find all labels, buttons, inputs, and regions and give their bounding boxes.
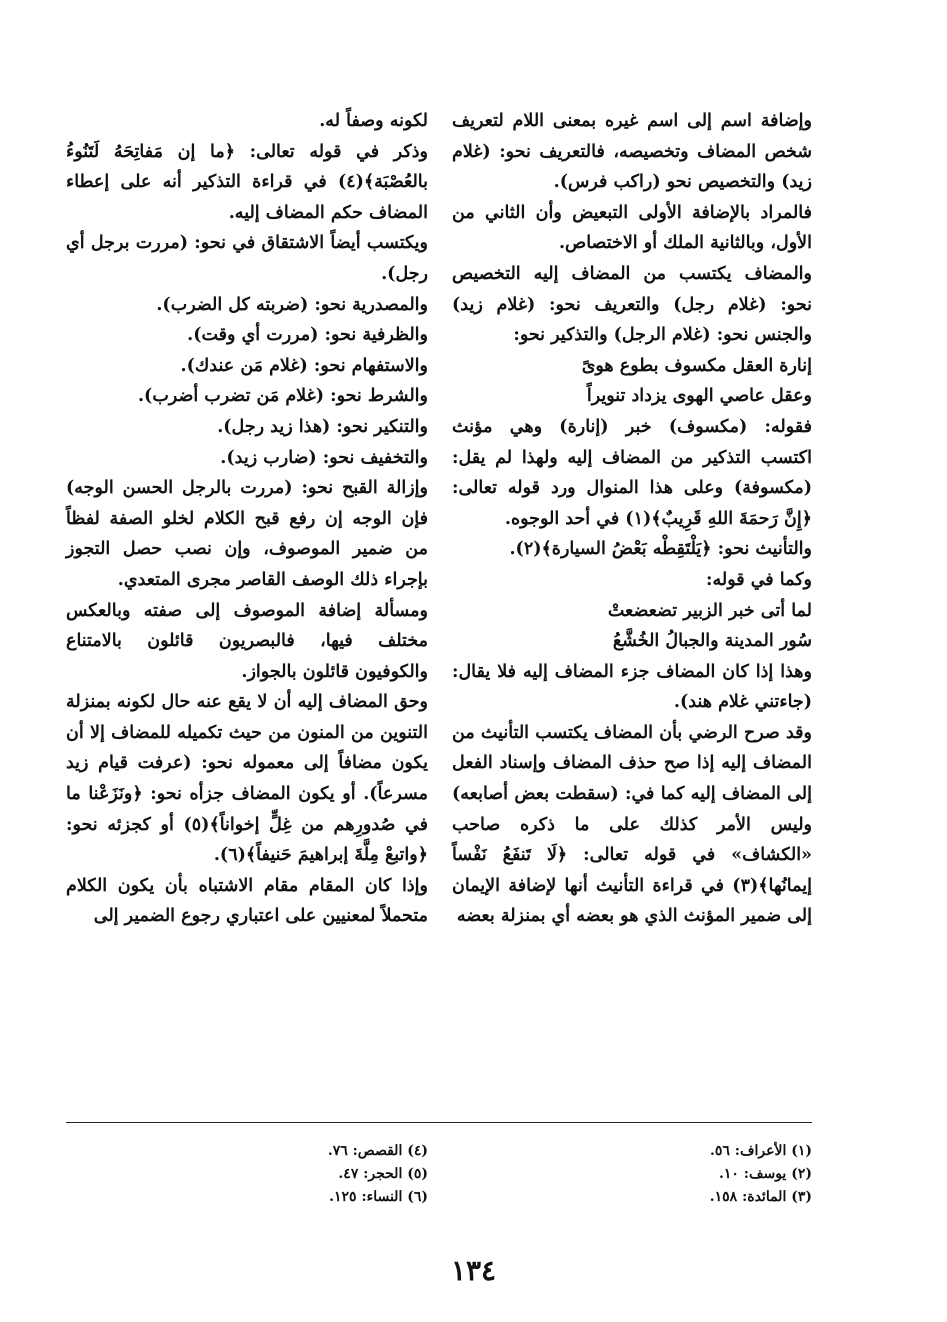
paragraph: والتخفيف نحو: (ضارب زيد). — [220, 447, 428, 468]
paragraph: فالمراد بالإضافة الأولى التبعيض وأن الثاني من الأول، وبالثانية الملك أو الاختصاص. — [452, 202, 812, 254]
paragraph: والظرفية نحو: (مررت أي وقت). — [187, 325, 428, 346]
paragraph: ويكتسب أيضاً الاشتقاق في نحو: (مررت برجل أي رجل). — [66, 233, 428, 284]
left-text-column — [66, 106, 428, 932]
poem-verse: سُور المدينة والجبالُ الخُشَّعُ — [612, 631, 812, 652]
page-number: ١٣٤ — [450, 1254, 497, 1287]
footnotes-left — [200, 1140, 428, 1209]
paragraph: ومسألة إضافة الموصوف إلى صفته وبالعكس مختلف فيها، فالبصريون قائلون بالامتناع والكوفيون قائلون بالجواز. — [66, 600, 428, 682]
poem-verse: لما أتى خبر الزبير تضعضعتْ — [607, 600, 812, 621]
paragraph: والتأنيث نحو: ﴿يَلْتَقِطْه بَعْضُ السيارة﴾(٢). — [509, 539, 812, 560]
footnote: (١) الأعراف: ٥٦. — [710, 1143, 812, 1159]
paragraph: وقد صرح الرضي بأن المضاف يكتسب التأنيث من المضاف إليه إذا صح حذف المضاف وإسناد الفعل إلى المضاف إليه كما في: (سقطت بعض أصابعه) وليس الأمر كذلك على ما ذكره صاحب «الكشاف» في قوله تعالى: ﴿لَا تَنفَعُ نَفْساً إيمانُها﴾(٣) في قراءة التأنيث أنها لإضافة الإيمان إلى ضمير المؤنث الذي هو بعضه أي بمنزلة بعضه — [452, 722, 812, 927]
footnote: (٦) النساء: ١٢٥. — [329, 1189, 428, 1205]
footnote: (٢) يوسف: ١٠. — [719, 1166, 812, 1182]
paragraph: وإزالة القبح نحو: (مررت بالرجل الحسن الوجه) فإن الوجه إن رفع قبح الكلام لخلو الصفة لفظاً من ضمير الموصوف، وإن نصب حصل التجوز بإجراء ذلك الوصف القاصر مجرى المتعدي. — [66, 478, 428, 590]
paragraph: وإضافة اسم إلى اسم غيره بمعنى اللام لتعريف شخص المضاف وتخصيصه، فالتعريف نحو: (غلام زيد) والتخصيص نحو (راكب فرس). — [452, 111, 812, 193]
paragraph: والمضاف يكتسب من المضاف إليه التخصيص نحو: (غلام رجل) والتعريف نحو: (غلام زيد) والجنس نحو: (غلام الرجل) والتذكير نحو: — [452, 263, 812, 346]
paragraph: وإذا كان المقام مقام الاشتباه بأن يكون الكلام متحملاً لمعنيين على اعتباري رجوع الضمير إلى — [66, 875, 428, 927]
paragraph: والمصدرية نحو: (ضربته كل الضرب). — [156, 294, 428, 315]
footnote: (٥) الحجر: ٤٧. — [338, 1166, 428, 1182]
paragraph: وهذا إذا كان المضاف جزء المضاف إليه فلا يقال: (جاءتني غلام هند). — [452, 661, 812, 713]
footnote: (٤) القصص: ٧٦. — [327, 1143, 428, 1159]
footnotes-right — [560, 1140, 812, 1209]
paragraph: وحق المضاف إليه أن لا يقع عنه حال لكونه بمنزلة التنوين من المنون من حيث تكميله للمضاف إلا أن يكون مضافاً إلى معموله نحو: (عرفت قيام زيد مسرعاً). أو يكون المضاف جزأه نحو: ﴿ونَزَعْنا ما في صُدورِهم من غِلٍّ إخواناً﴾(٥) أو كجزئه نحو: ﴿واتبعْ مِلَّةَ إبراهيمَ حَنيفاً﴾(٦). — [66, 692, 428, 866]
paragraph: والشرط نحو: (غلام مَن تضرب أضرب). — [137, 386, 428, 407]
poem-verse: إنارة العقل مكسوف بطوع هوىً — [581, 355, 812, 376]
poem-verse: وعقل عاصي الهوى يزداد تنويراً — [586, 386, 812, 407]
paragraph: والتنكير نحو: (هذا زيد رجل). — [217, 416, 428, 437]
right-text-column — [452, 106, 812, 932]
paragraph: وكما في قوله: — [706, 569, 812, 590]
paragraph: والاستفهام نحو: (غلام مَن عندك). — [180, 355, 428, 376]
paragraph: فقوله: (مكسوف) خبر (إنارة) وهي مؤنث اكتسب التذكير من المضاف إليه ولهذا لم يقل: (مكسوفة) وعلى هذا المنوال ورد قوله تعالى: ﴿إِنَّ رَحمَةَ اللهِ قَرِيبٌ﴾(١) في أحد الوجوه. — [452, 416, 812, 529]
paragraph: وذكر في قوله تعالى: ﴿ما إن مَفاتِحَهُ لَتَنُوءُ بالعُصْبَة﴾(٤) في قراءة التذكير أنه على إعطاء المضاف حكم المضاف إليه. — [66, 141, 428, 223]
paragraph: لكونه وصفاً له. — [319, 111, 428, 131]
footnote: (٣) المائدة: ١٥٨. — [709, 1189, 812, 1205]
footnote-divider — [66, 1122, 812, 1123]
